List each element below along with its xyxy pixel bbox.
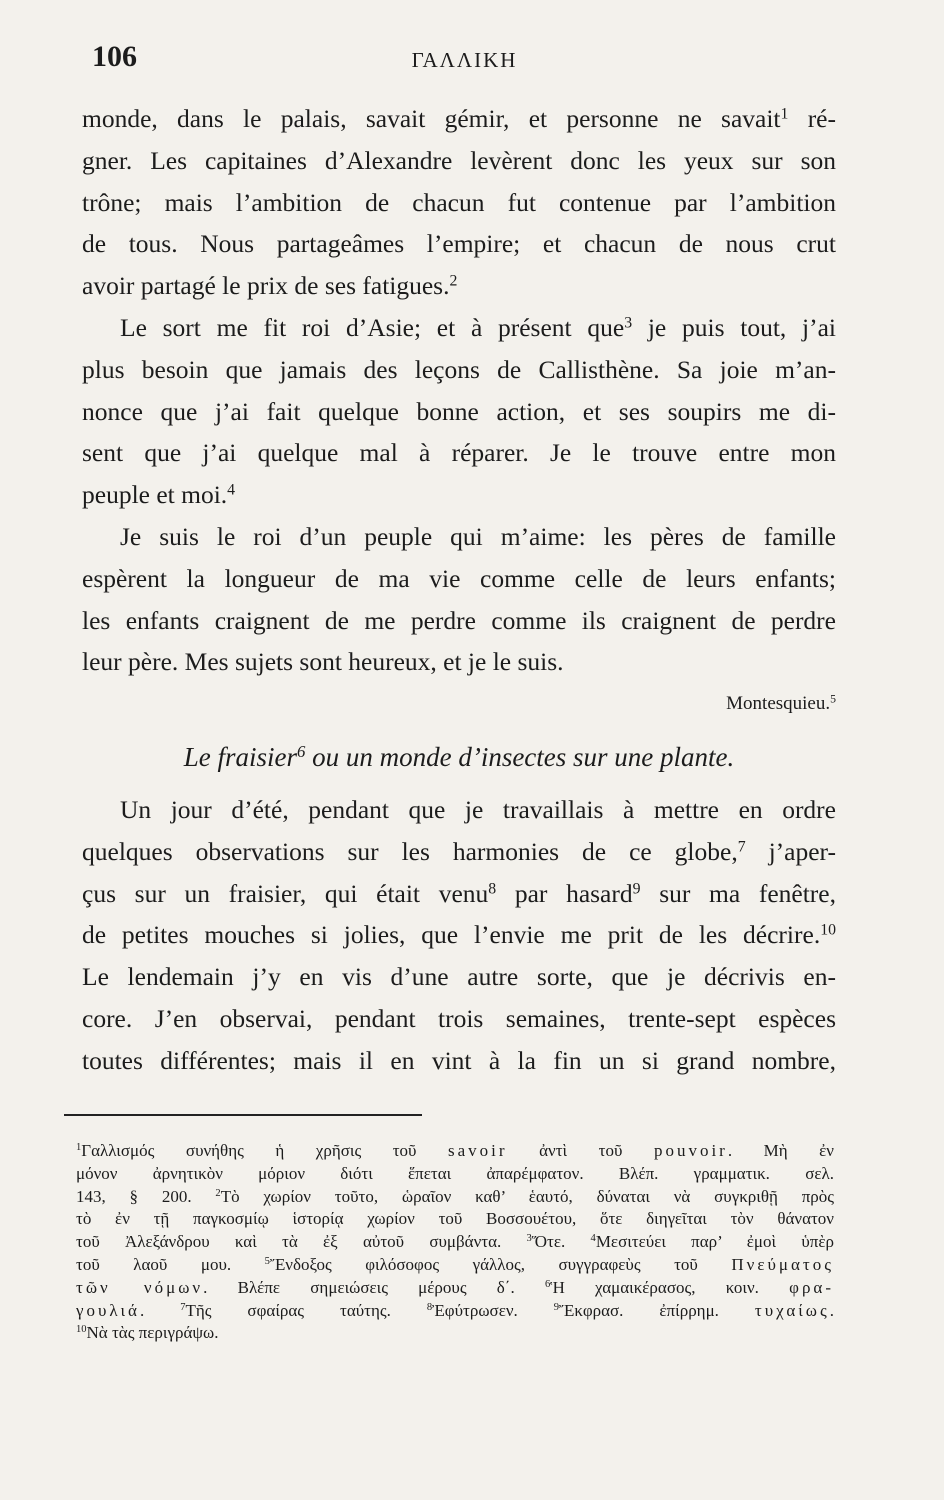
text-line: plus besoin que jamais des leçons de Callisthène. Sa joie m’an- xyxy=(82,354,836,384)
text-line: nonce que j’ai fait quelque bonne action, et ses soupirs me di- xyxy=(82,396,836,426)
footnote-line: τοῦ λαοῦ μου. $^5$Ἔνδοξος φιλόσοφος γάλλος, συγγραφεὺς τοῦ Πνεύματος xyxy=(76,1254,834,1274)
footnote-line: $^1$Γαλλισμός συνήθης ἡ χρῆσις τοῦ savoir ἀντὶ τοῦ pouvoir. Μὴ ἐν xyxy=(76,1141,834,1160)
section-title: Le fraisier$^6$ ou un monde d’insectes sur une plante. xyxy=(183,741,735,772)
main-text xyxy=(82,98,836,1082)
text-line: Je suis le roi d’un peuple qui m’aime: les pères de famille xyxy=(120,521,836,551)
footnote-line: $^{10}$Νὰ τὰς περιγράψω. xyxy=(76,1323,219,1343)
footnote-line: τὸ ἐν τῇ παγκοσμίῳ ἱστορίᾳ χωρίον τοῦ Βοσσουέτου, ὅτε διηγεῖται τὸν θάνατον xyxy=(76,1209,834,1229)
text-line: peuple et moi.$^4$ xyxy=(82,480,236,510)
footnote-rule xyxy=(64,1114,422,1116)
attribution: Montesquieu.$^5$ xyxy=(726,692,836,715)
text-line: Un jour d’été, pendant que je travaillais à mettre en ordre xyxy=(120,794,836,824)
page-number: 106 xyxy=(92,40,137,73)
page-header xyxy=(92,40,837,90)
text-line: les enfants craignent de me perdre comme ils craignent de perdre xyxy=(82,605,836,635)
text-line: sent que j’ai quelque mal à réparer. Je le trouve entre mon xyxy=(82,438,836,468)
running-title: ΓΑΛΛΙΚΗ xyxy=(411,48,518,72)
text-line: core. J’en observai, pendant trois semaines, trente-sept espèces xyxy=(82,1003,836,1033)
text-line: Le lendemain j’y en vis d’une autre sorte, que je décrivis en- xyxy=(82,962,836,992)
footnote-line: 143, § 200. $^2$Τὸ χωρίον τοῦτο, ὡραῖον καθ’ ἑαυτό, δύναται νὰ συγκριθῇ πρὸς xyxy=(76,1186,834,1206)
text-line: avoir partagé le prix de ses fatigues.$^2$ xyxy=(82,271,458,301)
text-line: leur père. Mes sujets sont heureux, et je le suis. xyxy=(82,647,564,677)
text-line: trône; mais l’ambition de chacun fut contenue par l’ambition xyxy=(82,187,836,217)
text-line: de petites mouches si jolies, que l’envie me prit de les décrire.$^{10}$ xyxy=(82,920,836,950)
footnote-line: τοῦ Ἀλεξάνδρου καὶ τὰ ἐξ αὐτοῦ συμβάντα. $^3$Ὅτε. $^4$Μεσιτεύει παρ’ ἐμοὶ ὑπὲρ xyxy=(76,1232,834,1252)
text-line: çus sur un fraisier, qui était venu$^8$ par hasard$^9$ sur ma fenêtre, xyxy=(82,878,836,908)
text-line: monde, dans le palais, savait gémir, et personne ne savait$^1$ ré- xyxy=(82,104,836,133)
footnote-line: γουλιά. $^7$Τῆς σφαίρας ταύτης. $^8$Ἐφύτρωσεν. $^9$Ἔκφρασ. ἐπίρρημ. τυχαίως. xyxy=(76,1300,834,1320)
text-line: Le sort me fit roi d’Asie; et à présent que$^3$ je puis tout, j’ai xyxy=(120,312,837,342)
footnote-line: μόνον ἀρνητικὸν μόριον διότι ἕπεται ἀπαρέμφατον. Βλέπ. γραμματικ. σελ. xyxy=(76,1163,834,1183)
text-line: quelques observations sur les harmonies de ce globe,$^7$ j’aper- xyxy=(82,836,837,866)
text-line: gner. Les capitaines d’Alexandre levèrent donc les yeux sur son xyxy=(82,145,836,175)
text-line: toutes différentes; mais il en vint à la fin un si grand nombre, xyxy=(82,1045,836,1075)
text-line: espèrent la longueur de ma vie comme celle de leurs enfants; xyxy=(82,563,836,593)
footnotes xyxy=(76,1140,834,1345)
text-line: de tous. Nous partageâmes l’empire; et chacun de nous crut xyxy=(82,229,836,259)
footnote-line: τῶν νόμων. Βλέπε σημειώσεις μέρους δ΄. $^6$Ἡ χαμαικέρασος, κοιν. φρα- xyxy=(76,1277,835,1297)
